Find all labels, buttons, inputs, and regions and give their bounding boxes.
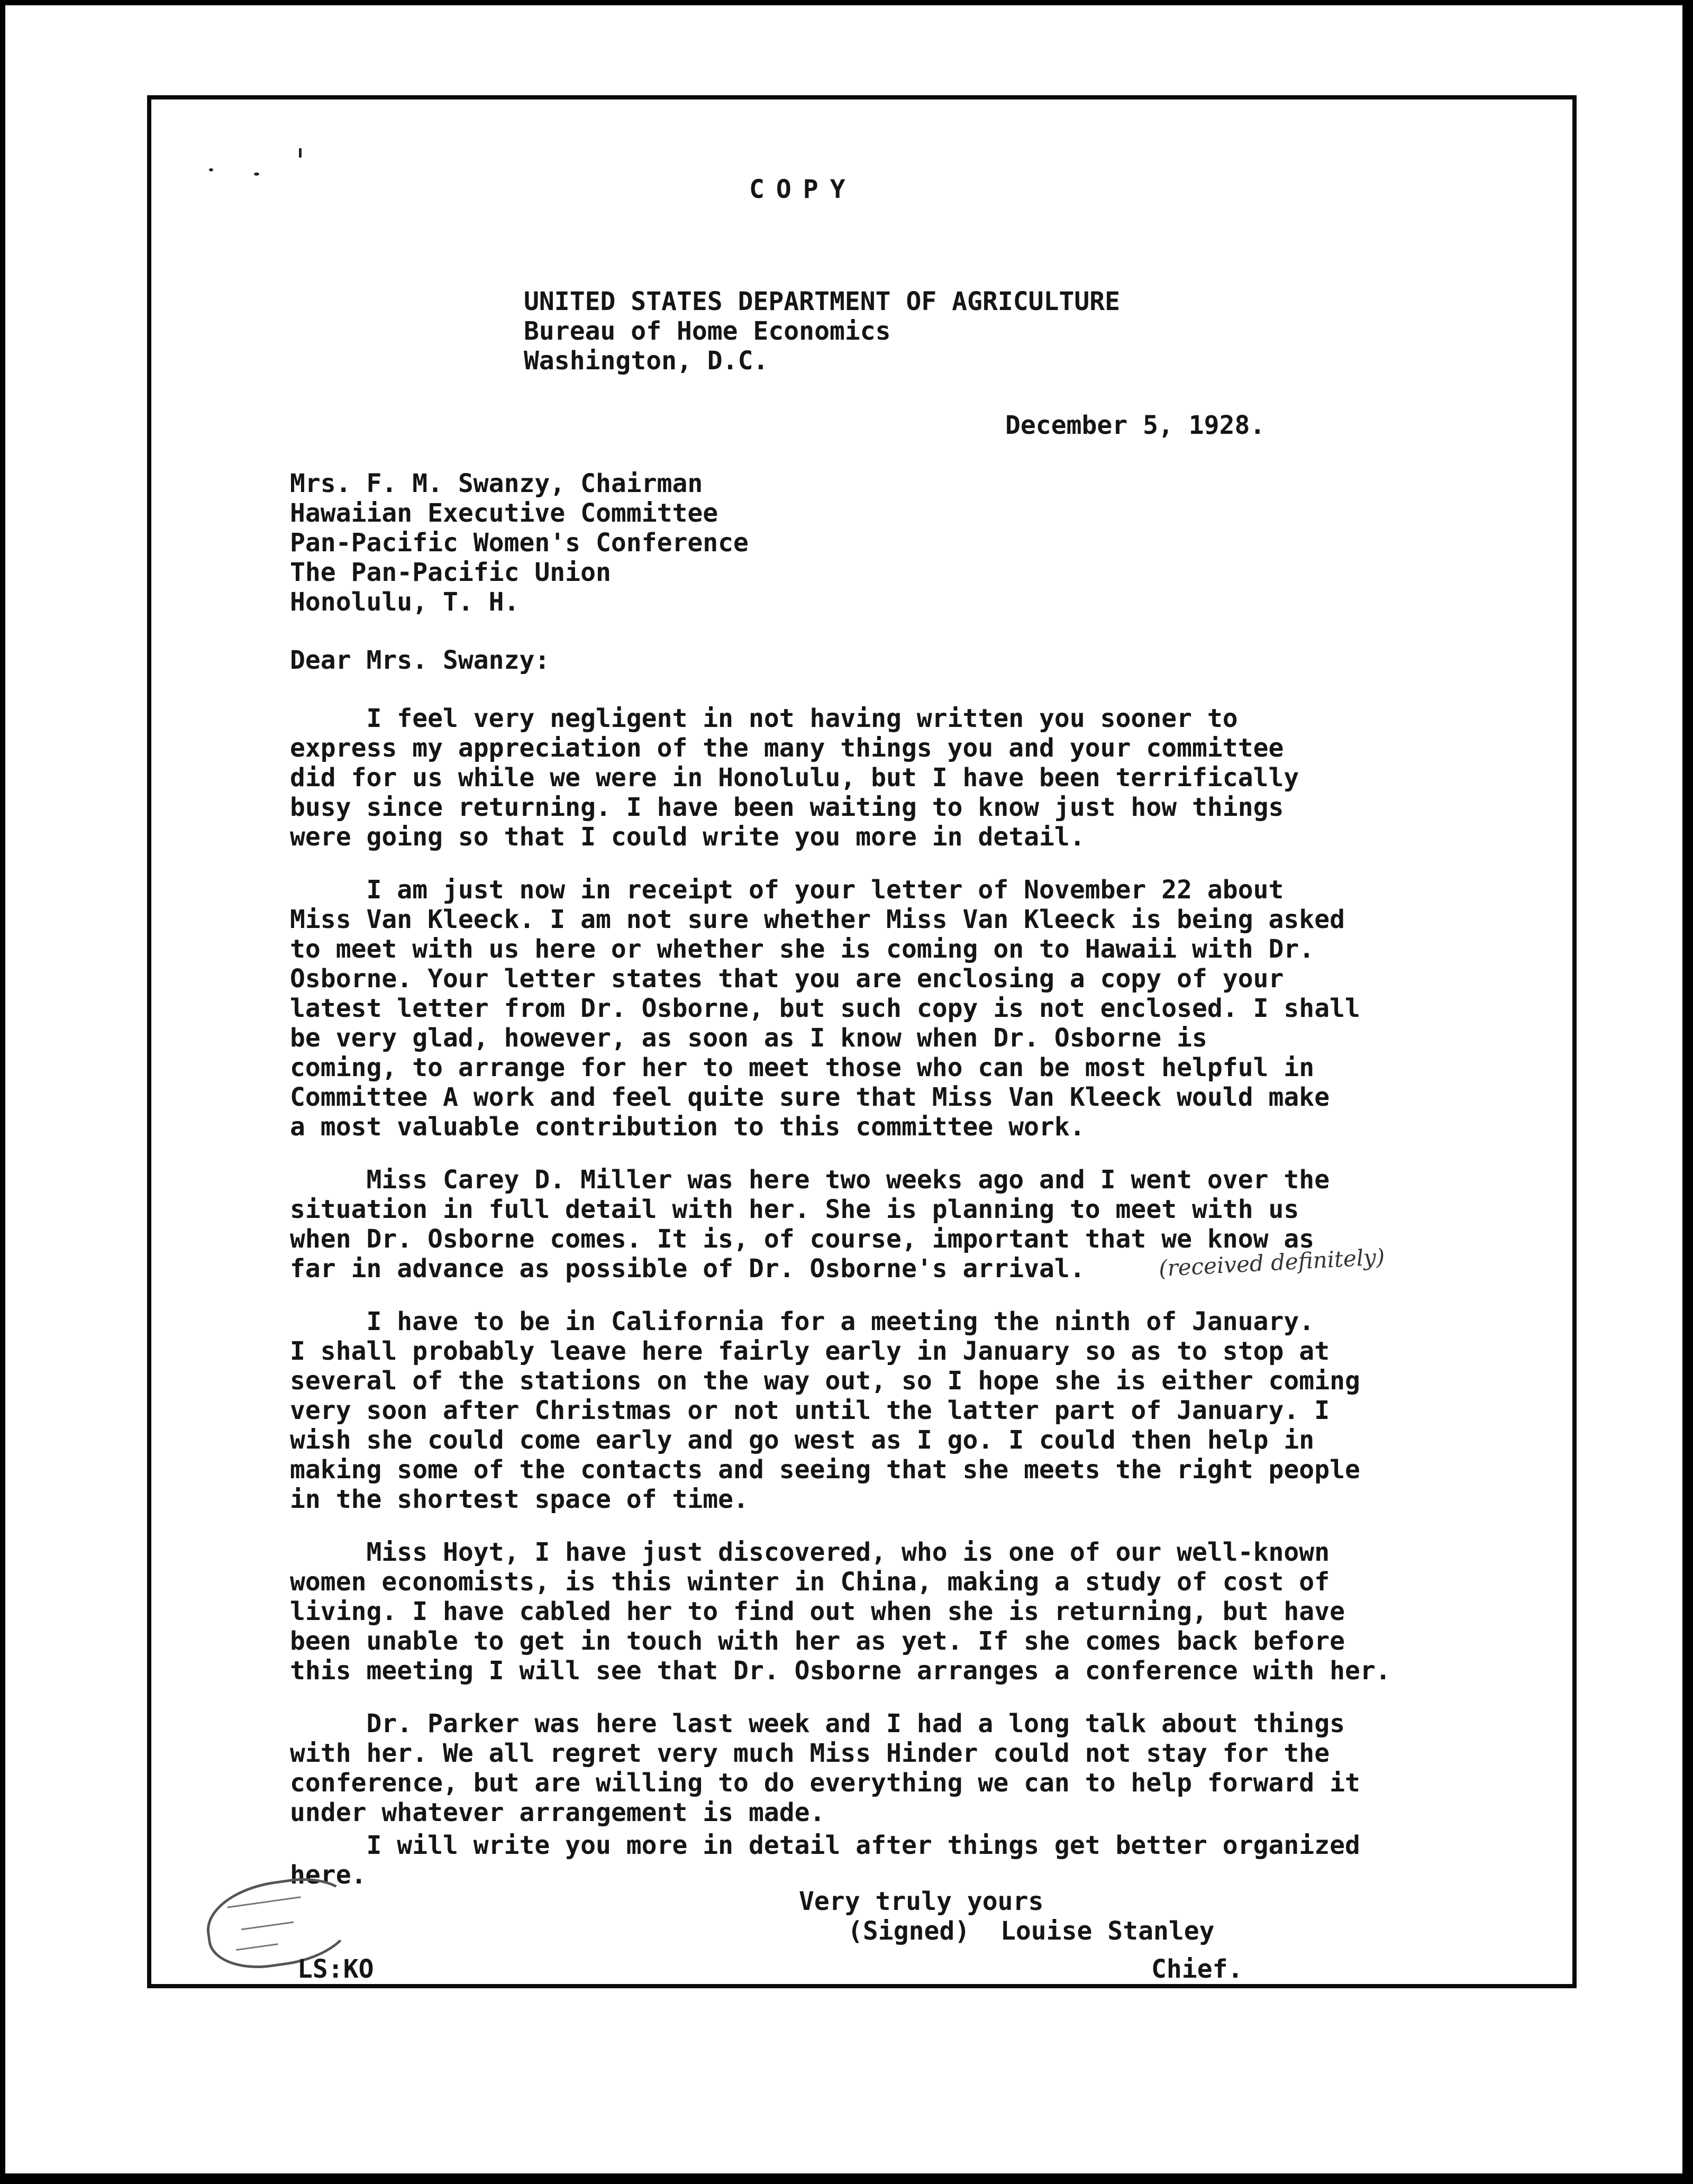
paragraph-2-line: I am just now in receipt of your letter of November 22 about [290,875,1284,905]
copy-label: COPY [749,175,857,204]
paragraph-1-line: did for us while we were in Honolulu, but I have been terrifically [290,763,1299,793]
letterhead-bureau: Bureau of Home Economics [524,316,891,346]
paragraph-3-line: Miss Carey D. Miller was here two weeks ago and I went over the [290,1165,1330,1195]
letterhead-city: Washington, D.C. [524,346,769,376]
scan-speck [299,148,302,158]
paragraph-1-line: I feel very negligent in not having written you sooner to [290,704,1238,733]
letterhead-department: UNITED STATES DEPARTMENT OF AGRICULTURE [524,287,1121,316]
paragraph-2-line: latest letter from Dr. Osborne, but such copy is not enclosed. I shall [290,994,1360,1023]
closing: Very truly yours [799,1887,1044,1916]
paragraph-3-line: situation in full detail with her. She is planning to meet with us [290,1195,1299,1224]
paragraph-7-line: I will write you more in detail after things get better organized [290,1831,1360,1860]
paragraph-2-line: coming, to arrange for her to meet those who can be most helpful in [290,1053,1315,1082]
letter-date: December 5, 1928. [1005,411,1266,440]
paragraph-5-line: Miss Hoyt, I have just discovered, who is one of our well-known [290,1537,1330,1567]
scan-speck [209,168,213,171]
paragraph-2-line: Committee A work and feel quite sure that Miss Van Kleeck would make [290,1082,1330,1112]
paragraph-5-line: been unable to get in touch with her as yet. If she comes back before [290,1626,1345,1656]
paragraph-1-line: express my appreciation of the many things you and your committee [290,733,1284,763]
paragraph-1-line: were going so that I could write you more in detail. [290,822,1085,852]
paragraph-4-line: in the shortest space of time. [290,1485,749,1514]
signature: (Signed) Louise Stanley [848,1916,1215,1946]
paragraph-7-line: here. [290,1860,367,1890]
paragraph-3-line: far in advance as possible of Dr. Osborne's arrival. [290,1254,1085,1284]
paragraph-4-line: I shall probably leave here fairly early in January so as to stop at [290,1336,1330,1366]
salutation: Dear Mrs. Swanzy: [290,645,550,675]
paragraph-4-line: making some of the contacts and seeing that she meets the right people [290,1455,1360,1485]
recipient-conference: Pan-Pacific Women's Conference [290,528,749,558]
paragraph-4-line: very soon after Christmas or not until the latter part of January. I [290,1396,1330,1425]
paragraph-4-line: several of the stations on the way out, so I hope she is either coming [290,1366,1360,1396]
paragraph-6-line: under whatever arrangement is made. [290,1798,825,1827]
initials: LS:KO [297,1954,374,1984]
recipient-name: Mrs. F. M. Swanzy, Chairman [290,469,703,498]
paragraph-6-line: with her. We all regret very much Miss Hinder could not stay for the [290,1739,1330,1768]
paragraph-2-line: Osborne. Your letter states that you are enclosing a copy of your [290,964,1284,994]
document-page [5,5,1682,2173]
paragraph-4-line: wish she could come early and go west as I go. I could then help in [290,1425,1315,1455]
handwritten-annotation: (received definitely) [1158,1243,1386,1282]
paragraph-2-line: Miss Van Kleeck. I am not sure whether Miss Van Kleeck is being asked [290,905,1345,934]
signer-title: Chief. [1151,1954,1243,1984]
recipient-union: The Pan-Pacific Union [290,558,611,587]
paragraph-2-line: be very glad, however, as soon as I know when Dr. Osborne is [290,1023,1207,1053]
paragraph-1-line: busy since returning. I have been waiting to know just how things [290,793,1284,822]
paragraph-4-line: I have to be in California for a meeting the ninth of January. [290,1307,1315,1336]
paragraph-2-line: a most valuable contribution to this committee work. [290,1112,1085,1142]
paragraph-6-line: Dr. Parker was here last week and I had a long talk about things [290,1709,1345,1739]
paragraph-3-line: when Dr. Osborne comes. It is, of course, important that we know as [290,1224,1315,1254]
recipient-city: Honolulu, T. H. [290,587,520,617]
paragraph-5-line: this meeting I will see that Dr. Osborne arranges a conference with her. [290,1656,1391,1686]
paragraph-5-line: living. I have cabled her to find out when she is returning, but have [290,1597,1345,1626]
paragraph-5-line: women economists, is this winter in China, making a study of cost of [290,1567,1330,1597]
scan-speck [254,172,259,176]
paragraph-6-line: conference, but are willing to do everything we can to help forward it [290,1768,1360,1798]
recipient-committee: Hawaiian Executive Committee [290,498,718,528]
paragraph-2-line: to meet with us here or whether she is coming on to Hawaii with Dr. [290,934,1315,964]
